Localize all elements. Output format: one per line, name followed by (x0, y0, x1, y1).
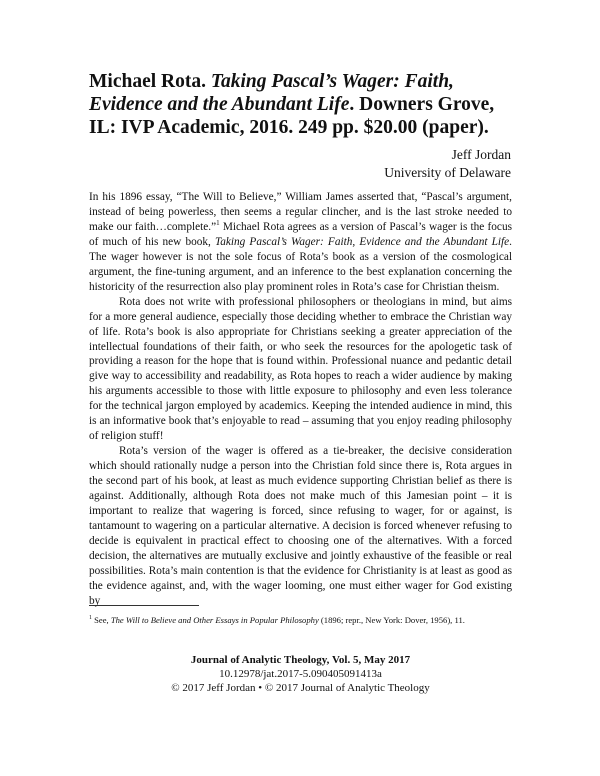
footnote-text-a: See, (92, 615, 111, 625)
review-title-author: Michael Rota. (89, 71, 211, 92)
reviewer-name: Jeff Jordan (451, 147, 511, 162)
footnote-reference[interactable]: 1 (216, 219, 220, 228)
review-title-book: Taking Pascal’s Wager: Faith, Evidence and the Abundant Life (89, 71, 454, 115)
paragraph-1-text-c: . The wager however is not the sole focus of Rota’s book as a version of the cosmological argument, the fine-tuning argument, and an inference to the best explanation concerning the historicity of the resurrection also play prominent roles in Rota’s case for Christian theism. (89, 235, 512, 293)
footnote-book-title: The Will to Believe and Other Essays in Popular Philosophy (110, 615, 319, 625)
paragraph-1 (89, 190, 512, 295)
paragraph-1-text-b: Michael Rota agrees as a version of Pascal’s wager is the focus of much of his new book, (89, 220, 512, 248)
footnote-text-b: (1896; repr., New York: Dover, 1956), 11. (318, 615, 465, 625)
paragraph-3: Rota’s version of the wager is offered as a tie-breaker, the decisive consideration which should rationally nudge a person into the Christian fold since there is, Rota argues in the second part of his book, at least as much evidence supporting Christian belief as there is against. Additionally, although Rota does not make much of this Jamesian point – it is important to realize that wagering is forced, since refusing to wager, for or against, is tantamount to wagering on a particular alternative. A decision is forced whenever refusing to decide is equivalent in practical effect to choosing one of the alternatives. With a forced decision, the alternatives are mutually exclusive and jointly exhaustive of the feasible or real possibilities. Rota’s main contention is that the evidence for Christianity is at least as good as the evidence against, and, with the wager looming, one must either wager for God existing by (89, 445, 512, 607)
review-body (89, 190, 512, 609)
journal-copyright: © 2017 Jeff Jordan • © 2017 Journal of Analytic Theology (171, 682, 430, 694)
reviewer-block (384, 146, 511, 182)
footnote-mark: 1 (89, 615, 92, 622)
journal-doi[interactable]: 10.12978/jat.2017-5.090405091413a (219, 668, 382, 680)
journal-footer (89, 653, 512, 695)
paragraph-1-text-a: In his 1896 essay, “The Will to Believe,” William James asserted that, “Pascal’s argument, instead of being powerless, then seems a regular clincher, and is the last stroke needed to make our faith…complete.” (89, 191, 512, 233)
footnote-divider (89, 605, 199, 606)
journal-citation: Journal of Analytic Theology, Vol. 5, May 2017 (190, 654, 411, 666)
reviewer-affiliation: University of Delaware (384, 165, 511, 180)
review-title-publication: . Downers Grove, IL: IVP Academic, 2016. 249 pp. $20.00 (paper). (89, 94, 495, 138)
footnote (89, 614, 512, 626)
review-title (89, 70, 519, 139)
paragraph-1-book-title: Taking Pascal’s Wager: Faith, Evidence and the Abundant Life (214, 235, 510, 248)
paragraph-2: Rota does not write with professional philosophers or theologians in mind, but aims for a more general audience, especially those deciding whether to embrace the Christian way of life. Rota’s book is also appropriate for Christians seeking a greater appreciation of the intellectual foundations of their faith, or who seek the resources for the apologetic task of providing a reason for the hope that is found within. Professional nuance and pedantic detail give way to accessibility and readability, as Rota hopes to reach a wider audience by making his arguments accessible to those with little exposure to philosophy and even less tolerance for the technical jargon employed by academics. Keeping the intended audience in mind, this is an informative book that’s enjoyable to read – assuming that you enjoy reading philosophy of religion stuff! (89, 295, 512, 443)
